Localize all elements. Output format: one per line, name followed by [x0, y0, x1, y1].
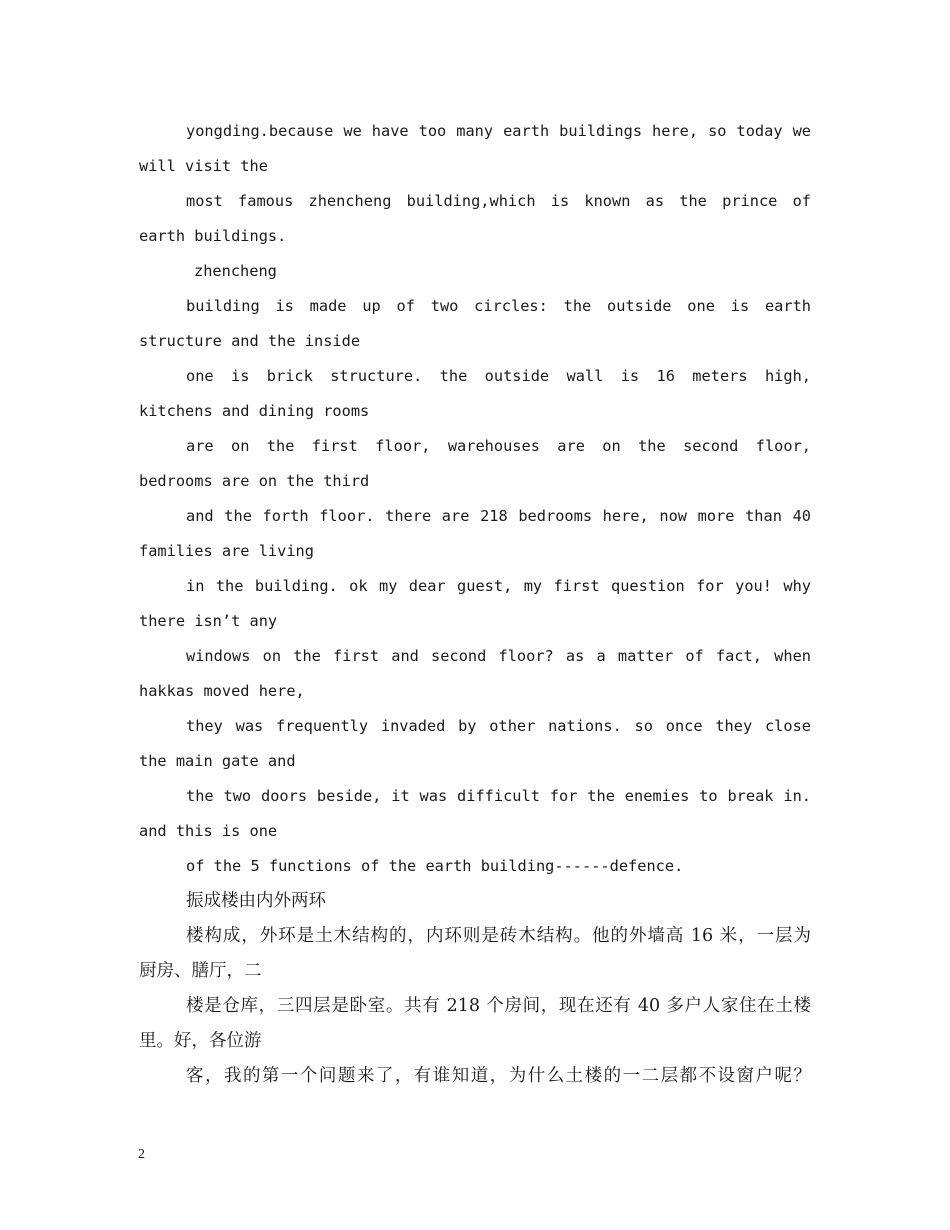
text-line: kitchens and dining rooms — [139, 402, 370, 420]
text-line: bedrooms are on the third — [139, 472, 370, 490]
text-line: and this is one — [139, 822, 278, 840]
text-line: the main gate and — [139, 752, 296, 770]
text-line: structure and the inside — [139, 332, 361, 350]
text-line: 振成楼由内外两环 — [186, 891, 326, 911]
text-line: 楼是仓库，三四层是卧室。共有 218 个房间，现在还有 40 多户人家住在土楼 — [186, 996, 811, 1016]
document-body — [139, 114, 811, 1094]
text-line: in the building. ok my dear guest, my first question for you! why — [186, 577, 811, 595]
english-text-block — [139, 114, 811, 884]
text-line: there isn’t any — [139, 612, 278, 630]
text-line: of the 5 functions of the earth building------defence. — [186, 857, 684, 875]
text-line: one is brick structure. the outside wall is 16 meters high, — [186, 367, 811, 385]
text-line: yongding.because we have too many earth buildings here, so today we — [186, 122, 811, 140]
text-line: and the forth floor. there are 218 bedrooms here, now more than 40 — [186, 507, 811, 525]
text-line: 楼构成，外环是土木结构的，内环则是砖木结构。他的外墙高 16 米，一层为 — [186, 926, 811, 946]
text-line: zhencheng — [194, 262, 277, 280]
text-line: most famous zhencheng building,which is known as the prince of — [186, 192, 811, 210]
text-line: 厨房、膳厅，二 — [139, 961, 262, 981]
text-line: are on the first floor, warehouses are on the second floor, — [186, 437, 811, 455]
chinese-text-block — [139, 884, 811, 1094]
text-line: hakkas moved here, — [139, 682, 305, 700]
text-line: they was frequently invaded by other nations. so once they close — [186, 717, 811, 735]
text-line: families are living — [139, 542, 314, 560]
text-line: windows on the first and second floor? as a matter of fact, when — [186, 647, 811, 665]
text-line: 里。好，各位游 — [139, 1031, 262, 1051]
text-line: will visit the — [139, 157, 268, 175]
page-number: 2 — [138, 1147, 145, 1162]
text-line: earth buildings. — [139, 227, 287, 245]
text-line: 客，我的第一个问题来了，有谁知道，为什么土楼的一二层都不设窗户呢？ — [186, 1066, 811, 1086]
text-line: the two doors beside, it was difficult for the enemies to break in. — [186, 787, 811, 805]
text-line: building is made up of two circles: the outside one is earth — [186, 297, 811, 315]
